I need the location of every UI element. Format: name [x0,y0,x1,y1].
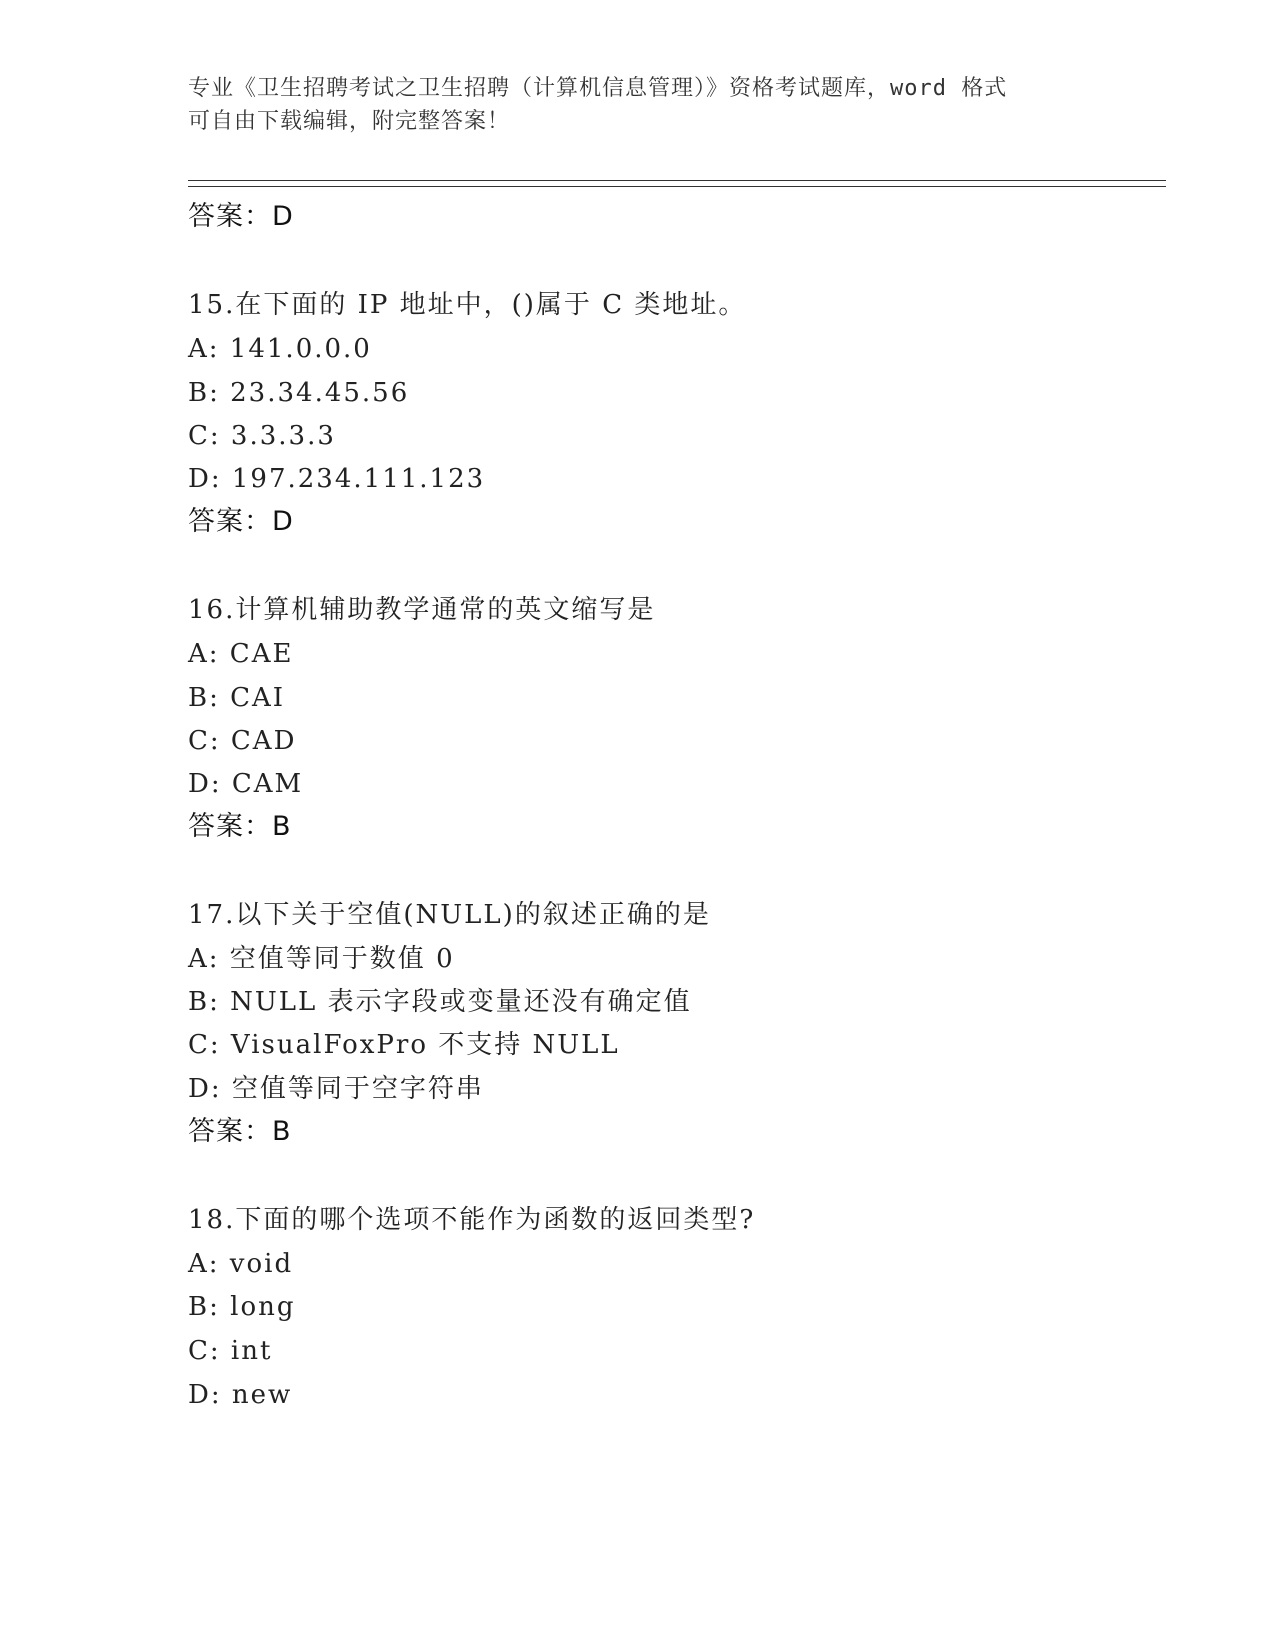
option: C: VisualFoxPro 不支持 NULL [188,1030,620,1060]
option: B: 23.34.45.56 [188,378,410,408]
option: C: 3.3.3.3 [188,421,336,451]
option: C: CAD [188,726,297,756]
option: B: NULL 表示字段或变量还没有确定值 [188,987,692,1017]
option: D: new [188,1380,293,1410]
question-stem: 16.计算机辅助教学通常的英文缩写是 [188,595,656,625]
header-divider-bottom [188,186,1166,187]
option: D: 197.234.111.123 [188,464,486,494]
question-stem: 17.以下关于空值(NULL)的叙述正确的是 [188,900,711,930]
option: A: 空值等同于数值 0 [188,944,455,974]
option: A: 141.0.0.0 [188,334,372,364]
option: B: long [188,1292,296,1322]
option: B: CAI [188,683,286,713]
option: A: CAE [188,639,294,669]
answer: 答案：B [188,811,292,842]
header-divider-top [188,180,1166,181]
document-header [188,72,1088,138]
previous-answer: 答案：D [188,201,294,232]
option: A: void [188,1249,294,1279]
question-stem: 18.下面的哪个选项不能作为函数的返回类型? [188,1205,756,1235]
option: D: 空值等同于空字符串 [188,1074,484,1104]
option: C: int [188,1336,273,1366]
header-line-2: 可自由下载编辑，附完整答案！ [188,109,511,134]
answer: 答案：B [188,1116,292,1147]
answer: 答案：D [188,506,294,537]
question-stem: 15.在下面的 IP 地址中，()属于 C 类地址。 [188,290,747,320]
option: D: CAM [188,769,304,799]
header-line-1: 专业《卫生招聘考试之卫生招聘（计算机信息管理）》资格考试题库，word 格式 [188,76,1008,101]
